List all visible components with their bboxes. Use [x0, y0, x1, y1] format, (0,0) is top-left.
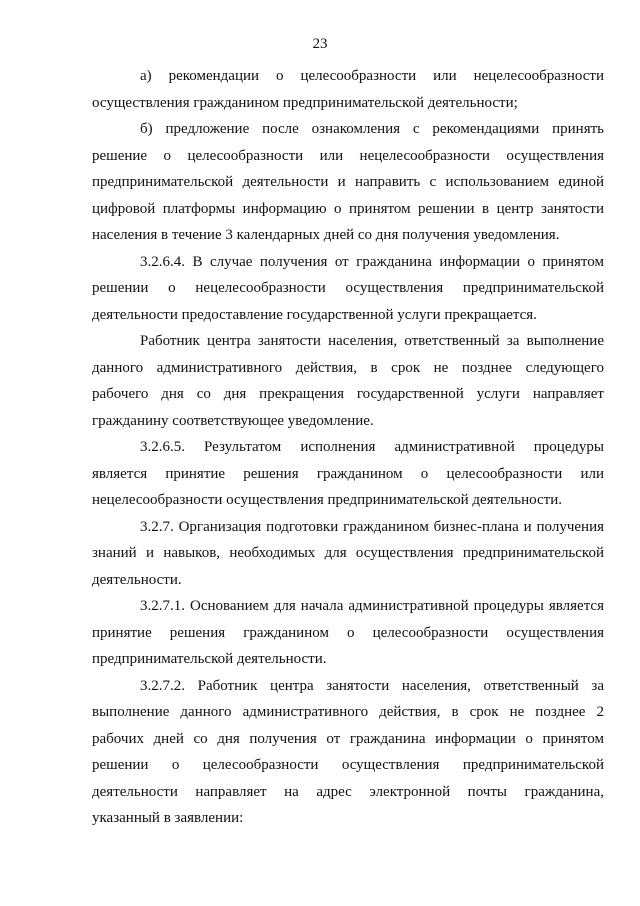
paragraph-line: решение о целесообразности или нецелесообразности осуществления — [92, 147, 604, 164]
paragraph-line: указанный в заявлении: — [92, 810, 244, 826]
paragraph-line: гражданину соответствующее уведомление. — [92, 412, 374, 429]
paragraph-line: цифровой платформы информацию о принятом решении в центр занятости — [92, 200, 604, 217]
paragraph-line: принятие решения гражданином о целесообразности осуществления — [92, 624, 604, 641]
page-number: 23 — [312, 36, 328, 52]
paragraph — [92, 434, 604, 514]
paragraph-line: решении о целесообразности осуществления предпринимательской — [92, 757, 604, 773]
paragraph — [92, 328, 604, 434]
paragraph-line: 3.2.7. Организация подготовки гражданином бизнес-плана и получения — [140, 518, 604, 535]
paragraph-line: деятельности направляет на адрес электронной почты гражданина, — [92, 783, 604, 800]
paragraph — [92, 514, 604, 594]
paragraph-line: является принятие решения гражданином о целесообразности или — [92, 465, 604, 482]
paragraph — [92, 673, 604, 832]
paragraph-line: предпринимательской деятельности и направить с использованием единой — [92, 174, 604, 190]
paragraph-line: решении о нецелесообразности осуществления предпринимательской — [92, 280, 604, 296]
paragraph-line: деятельности. — [92, 571, 182, 588]
paragraph-line: населения в течение 3 календарных дней со дня получения уведомления. — [92, 227, 560, 243]
document-body — [92, 63, 604, 832]
paragraph — [92, 593, 604, 673]
paragraph-line: выполнение данного административного действия, в срок не позднее 2 — [92, 704, 604, 720]
paragraph-line: 3.2.7.2. Работник центра занятости населения, ответственный за — [140, 677, 604, 694]
paragraph-line: 3.2.6.4. В случае получения от гражданина информации о принятом — [140, 253, 604, 270]
paragraph-line: знаний и навыков, необходимых для осуществления предпринимательской — [92, 545, 604, 561]
paragraph — [92, 63, 604, 116]
paragraph-line: нецелесообразности осуществления предпринимательской деятельности. — [92, 492, 563, 508]
paragraph-line: б) предложение после ознакомления с рекомендациями принять — [140, 121, 604, 137]
paragraph — [92, 116, 604, 249]
paragraph-line: 3.2.7.1. Основанием для начала административной процедуры является — [140, 598, 604, 614]
paragraph-line: данного административного действия, в срок не позднее следующего — [92, 359, 604, 376]
paragraph — [92, 249, 604, 329]
paragraph-line: а) рекомендации о целесообразности или нецелесообразности — [140, 68, 604, 84]
paragraph-line: рабочих дней со дня получения от гражданина информации о принятом — [92, 730, 604, 747]
paragraph-line: 3.2.6.5. Результатом исполнения административной процедуры — [140, 439, 604, 455]
paragraph-line: предпринимательской деятельности. — [92, 651, 327, 667]
paragraph-line: Работник центра занятости населения, ответственный за выполнение — [140, 333, 604, 349]
paragraph-line: осуществления гражданином предпринимательской деятельности; — [92, 94, 518, 111]
paragraph-line: рабочего дня со дня прекращения государственной услуги направляет — [92, 386, 604, 402]
paragraph-line: деятельности предоставление государственной услуги прекращается. — [92, 306, 537, 323]
